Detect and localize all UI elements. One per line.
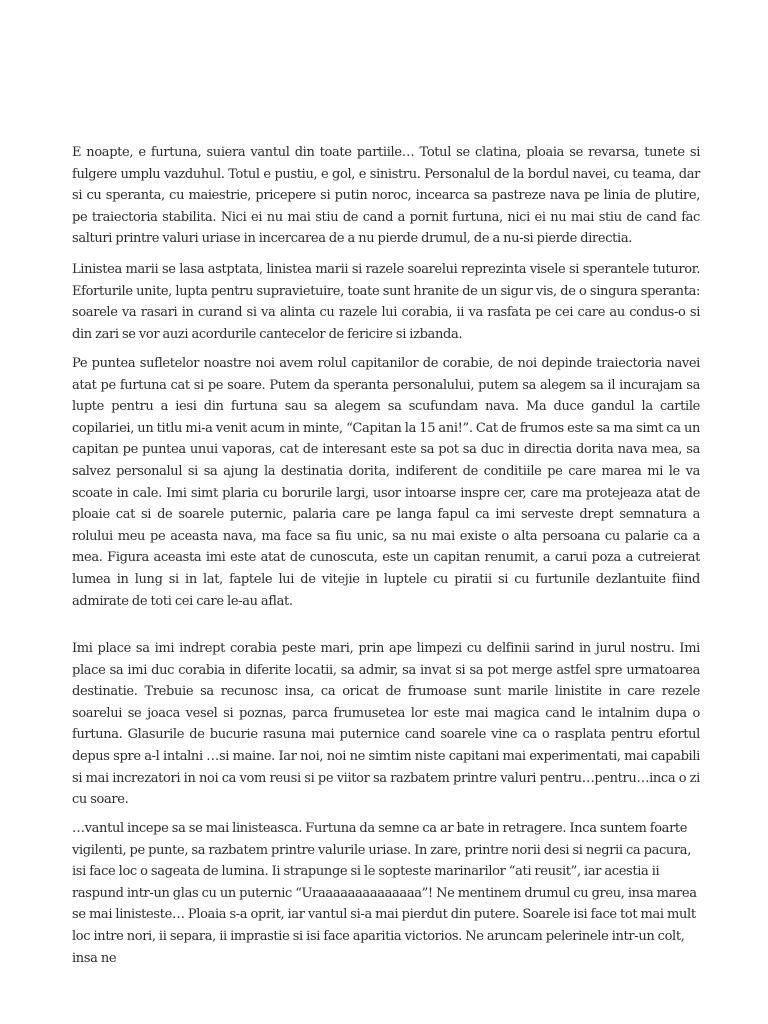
paragraph-storm-night: E noapte, e furtuna, suiera vantul din toate partiile… Totul se clatina, ploaia se revarsa, tunete si fulgere umplu vazduhul. Totul e pustiu, e gol, e sinistru. Personalul de la bordul navei, cu teama, dar si cu speranta, cu maiestrie, pricepere si putin noroc, incearca sa pastreze nava pe linia de plutire, pe traiectoria stabilita. Nici ei nu mai stiu de cand a pornit furtuna, nici ei nu mai stiu de cand fac salturi printre valuri uriase in incercarea de a nu pierde drumul, de a nu-si pierde directia. xyxy=(72,145,700,247)
paragraph-sailing-seas: Imi place sa imi indrept corabia peste mari, prin ape limpezi cu delfinii sarind in jurul nostru. Imi place sa imi duc corabia in diferite locatii, sa admir, sa invat si sa pot merge astfel spre urmatoarea destinatie. Trebuie sa recunosc insa, ca oricat de frumoase sunt marile linistite in care rezele soarelui se joaca vesel si poznas, parca frumusetea lor este mai magica cand le intalnim dupa o furtuna. Glasurile de bucurie rasuna mai puternice cand soarele vine ca o rasplata pentru efortul depus spre a-l intalni …si maine. Iar noi, noi ne simtim niste capitani mai experimentati, mai capabili si mai increzatori in noi ca vom reusi si pe viitor sa razbatem printre valuri pentru…pentru…inca o zi cu soare. xyxy=(72,641,700,808)
paragraph-ship-captain: Pe puntea sufletelor noastre noi avem rolul capitanilor de corabie, de noi depinde traiectoria navei atat pe furtuna cat si pe soare. Putem da speranta personalului, putem sa alegem sa il incurajam sa lupte pentru a iesi din furtuna sau sa alegem sa scufundam nava. Ma duce gandul la cartile copilariei, un titlu mi-a venit acum in minte, “Capitan la 15 ani!”. Cat de frumos este sa ma simt ca un capitan pe puntea unui vaporas, cat de interesant este sa pot sa duc in directia dorita nava mea, sa salvez personalul si sa ajung la destinatia dorita, indiferent de conditiile pe care marea mi le va scoate in cale. Imi simt plaria cu borurile largi, usor intoarse inspre cer, care ma protejeaza atat de ploaie cat si de soarele puternic, palaria care pe langa fapul ca imi serveste drept semnatura a rolului meu pe aceasta nava, ma face sa fiu unic, sa nu mai existe o alta persoana cu palarie ca a mea. Figura aceasta imi este atat de cunoscuta, este un capitan renumit, a carui poza a cutreierat lumea in lung si in lat, faptele lui de vitejie in luptele cu piratii si cu furtunile dezlantuite fiind admirate de toti cei care le-au aflat. xyxy=(72,356,700,609)
paragraph-calm-sea-hope: Linistea marii se lasa astptata, linistea marii si razele soarelui reprezinta visele si sperantele tuturor. Eforturile unite, lupta pentru supravietuire, toate sunt hranite de un sigur vis, de o singura speranta: soarele va rasari in curand si va alinta cu razele lui corabia, ii va rasfata pe cei care au condus-o si din zari se vor auzi acordurile cantecelor de fericire si izbanda. xyxy=(72,262,700,342)
paragraph-wind-calming: …vantul incepe sa se mai linisteasca. Furtuna da semne ca ar bate in retragere. Inca suntem foarte vigilenti, pe punte, sa razbatem printre valurile uriase. In zare, printre norii desi si negrii ca pacura, isi face loc o sageata de lumina. Ii strapunge si le sopteste marinarilor “ati reusit”, iar acestia ii raspund intr-un glas cu un puternic “Uraaaaaaaaaaaaaa”! Ne mentinem drumul cu greu, insa marea se mai linisteste… Ploaia s-a oprit, iar vantul si-a mai pierdut din putere. Soarele isi face tot mai mult loc intre nori, ii separa, ii imprastie si isi face aparitia victorios. Ne aruncam pelerinele intr-un colt, insa ne xyxy=(72,821,697,966)
